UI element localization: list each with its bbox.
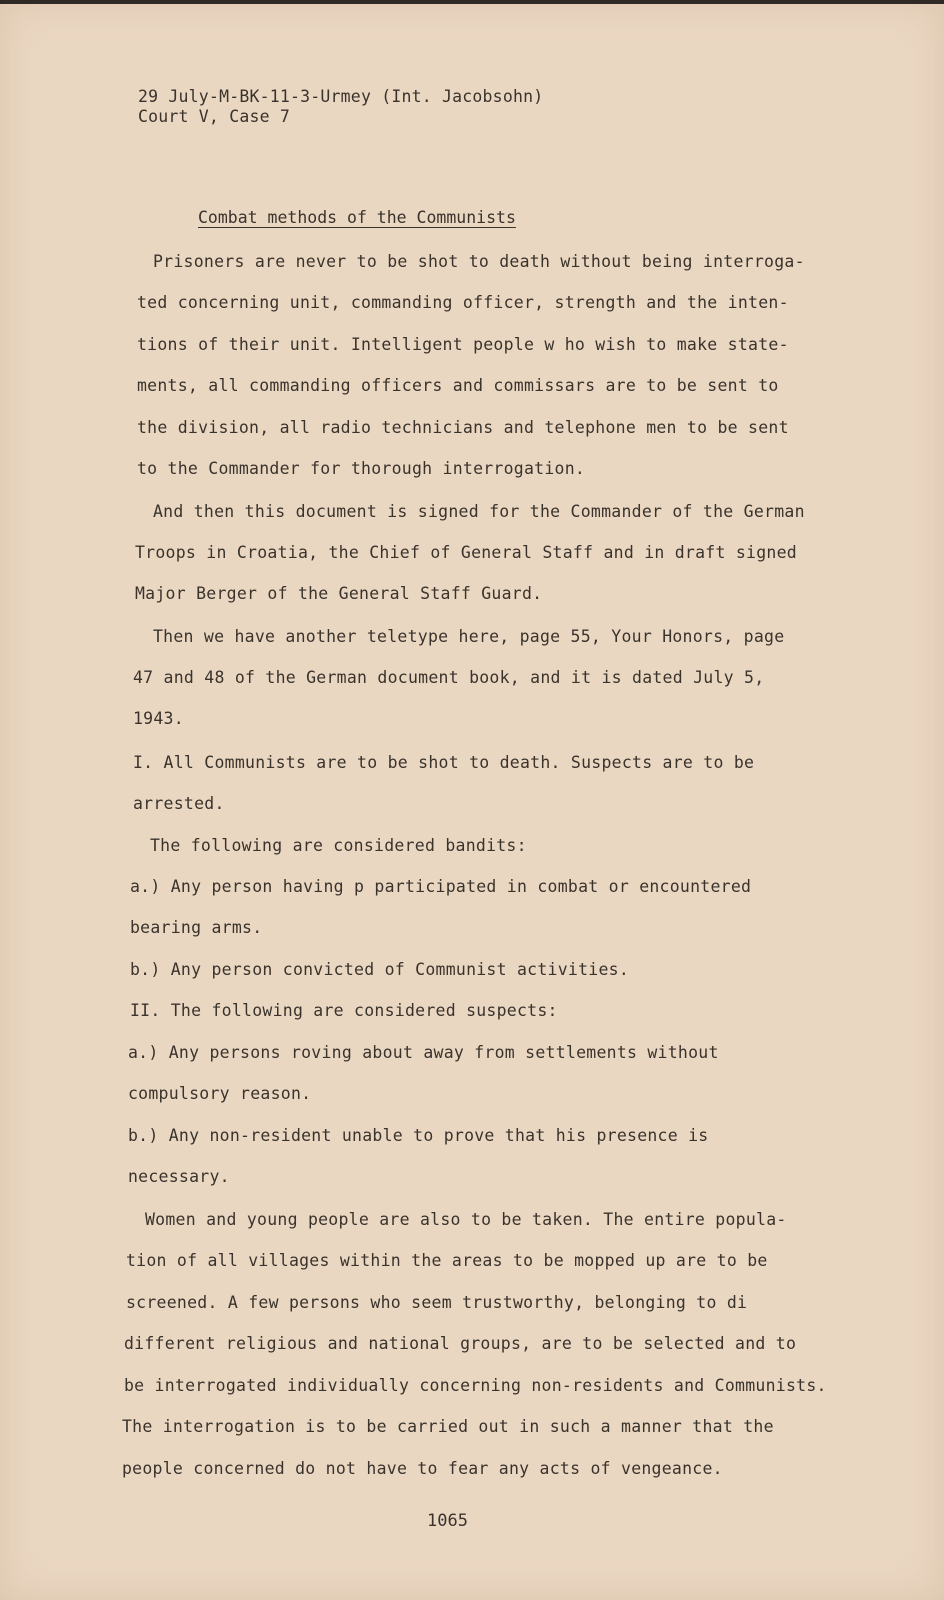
text-line: b.) Any non-resident unable to prove that his presence is	[128, 1126, 709, 1145]
document-title: Combat methods of the Communists	[198, 208, 516, 227]
text-line: a.) Any persons roving about away from settlements without	[128, 1043, 719, 1062]
text-line: ted concerning unit, commanding officer, strength and the inten-	[137, 293, 789, 312]
text-line: b.) Any person convicted of Communist activities.	[130, 960, 630, 979]
text-line: Major Berger of the General Staff Guard.	[135, 584, 543, 603]
text-line: necessary.	[128, 1167, 230, 1186]
text-line: II. The following are considered suspects:	[130, 1001, 558, 1020]
text-line: tions of their unit. Intelligent people w ho wish to make state-	[137, 335, 789, 354]
page-number: 1065	[427, 1511, 468, 1531]
header-reference: 29 July-M-BK-11-3-Urmey (Int. Jacobsohn)	[138, 87, 544, 106]
text-line: compulsory reason.	[128, 1084, 312, 1103]
text-line: I. All Communists are to be shot to death. Suspects are to be	[133, 753, 755, 772]
header-court: Court V, Case 7	[138, 107, 291, 126]
text-line: tion of all villages within the areas to be mopped up are to be	[126, 1251, 768, 1270]
text-line: to the Commander for thorough interrogation.	[137, 459, 586, 478]
page-top-edge	[0, 0, 944, 4]
text-line: screened. A few persons who seem trustworthy, belonging to di	[126, 1293, 748, 1312]
text-line: The following are considered bandits:	[150, 836, 527, 855]
text-line: Then we have another teletype here, page 55, Your Honors, page	[153, 627, 785, 646]
text-line: Women and young people are also to be taken. The entire popula-	[145, 1210, 787, 1229]
text-line: arrested.	[133, 794, 225, 813]
text-line: Prisoners are never to be shot to death without being interroga-	[153, 252, 805, 271]
text-line: The interrogation is to be carried out in such a manner that the	[122, 1417, 774, 1436]
text-line: the division, all radio technicians and telephone men to be sent	[137, 418, 789, 437]
text-line: be interrogated individually concerning non-residents and Communists.	[124, 1376, 827, 1395]
text-line: different religious and national groups, are to be selected and to	[124, 1334, 797, 1353]
text-line: Troops in Croatia, the Chief of General Staff and in draft signed	[135, 543, 797, 562]
text-line: 47 and 48 of the German document book, and it is dated July 5,	[133, 668, 765, 687]
text-line: And then this document is signed for the Commander of the German	[153, 502, 805, 521]
text-line: bearing arms.	[130, 918, 263, 937]
text-line: 1943.	[133, 709, 184, 728]
text-line: a.) Any person having p participated in combat or encountered	[130, 877, 752, 896]
text-line: people concerned do not have to fear any acts of vengeance.	[122, 1459, 723, 1478]
text-line: ments, all commanding officers and commissars are to be sent to	[137, 376, 779, 395]
